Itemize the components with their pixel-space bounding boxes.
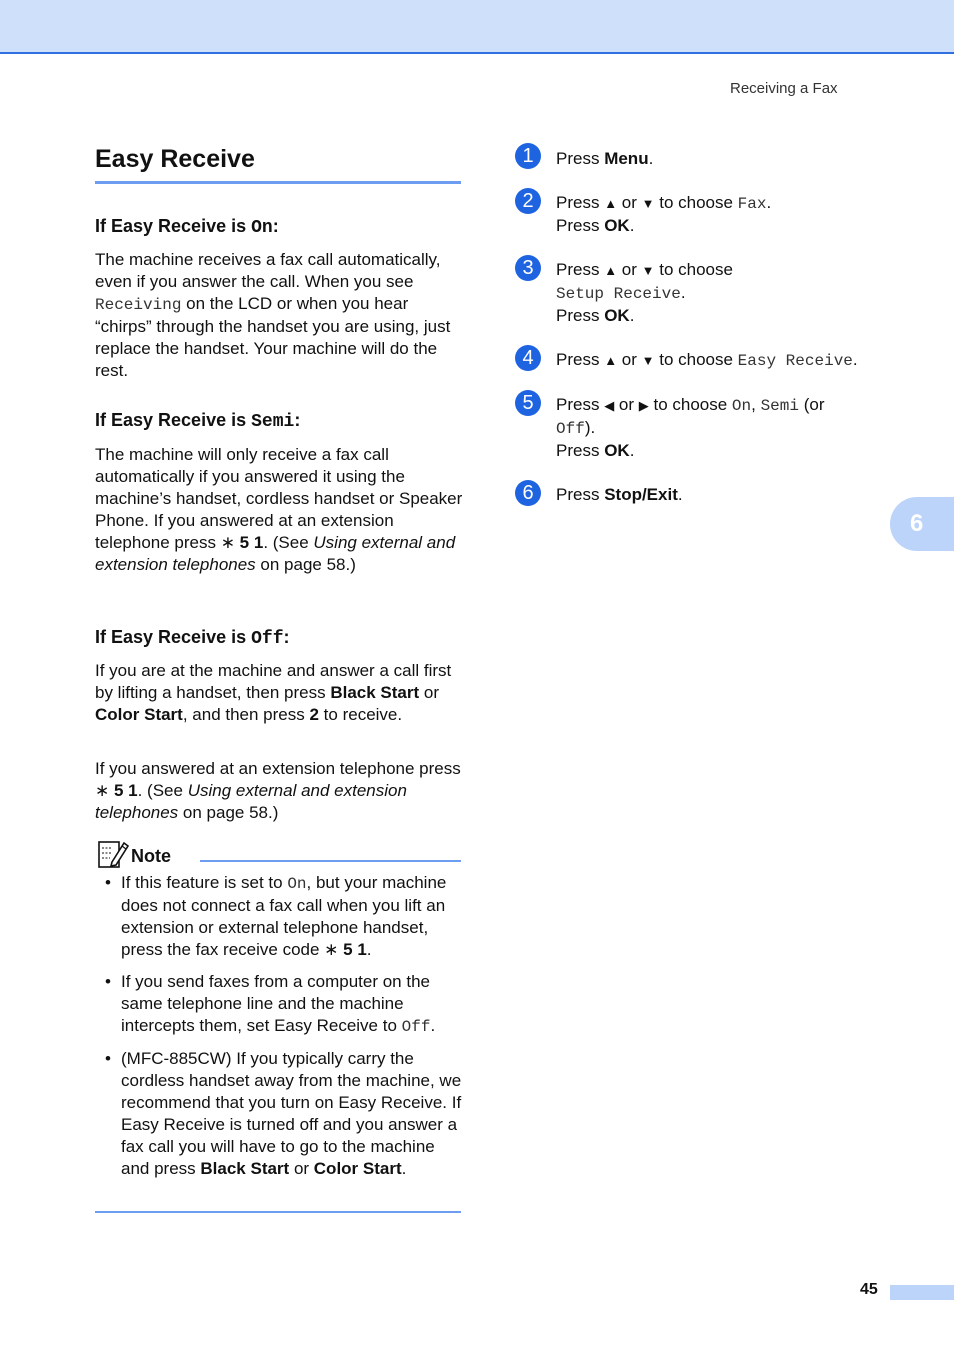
down-arrow-icon: ▼ xyxy=(641,196,655,211)
page-number: 45 xyxy=(860,1281,878,1298)
step-number-icon: 1 xyxy=(515,143,541,169)
step-4: 4 Press ▲ or ▼ to choose Easy Receive. xyxy=(515,345,915,372)
note-item: • If this feature is set to On, but your machine does not connect a fax call when you lift an extension or external telephone handset, press the fax receive code ∗ 5 1. xyxy=(105,873,447,959)
header-band xyxy=(0,0,954,54)
note-item: • (MFC-885CW) If you typically carry the cordless handset away from the machine, we recommend that you turn on Easy Receive. If Easy Receive is turned off and you answer a fax call you will have to go to the machine and press Black Start or Color Start. xyxy=(105,1049,462,1178)
paragraph-on: The machine receives a fax call automatically, even if you answer the call. When you see Receiving on the LCD or when you hear “chirps” through the handset you are using, just replace the handset. Your machine will do the rest. xyxy=(95,250,451,380)
paragraph-off-1: If you are at the machine and answer a call first by lifting a handset, then press Black Start or Color Start, and then press 2 to receive. xyxy=(95,661,452,724)
up-arrow-icon: ▲ xyxy=(604,263,618,278)
page-number-bar xyxy=(890,1285,954,1300)
step-3: 3 Press ▲ or ▼ to choose Setup Receive. Press OK. xyxy=(515,255,915,327)
note-item: • If you send faxes from a computer on the same telephone line and the machine intercepts them, set Easy Receive to Off. xyxy=(105,972,436,1036)
step-1: 1 Press Menu. xyxy=(515,143,915,170)
heading-easy-receive-semi: If Easy Receive is Semi: xyxy=(95,410,301,432)
heading-easy-receive-off: If Easy Receive is Off: xyxy=(95,627,290,649)
step-number-icon: 2 xyxy=(515,188,541,214)
step-5: 5 Press ◀ or ▶ to choose On, Semi (or Off). Press OK. xyxy=(515,390,915,462)
chapter-tab: 6 xyxy=(890,497,954,551)
note-bottom-rule xyxy=(95,1211,461,1213)
down-arrow-icon: ▼ xyxy=(641,263,655,278)
running-header: Receiving a Fax xyxy=(730,80,838,97)
step-6: 6 Press Stop/Exit. xyxy=(515,480,915,506)
heading-easy-receive-on: If Easy Receive is On: xyxy=(95,216,279,238)
right-arrow-icon: ▶ xyxy=(638,398,649,413)
title-rule xyxy=(95,181,461,184)
up-arrow-icon: ▲ xyxy=(604,353,618,368)
note-label: Note xyxy=(131,846,171,866)
note-rule xyxy=(200,860,461,862)
step-number-icon: 5 xyxy=(515,390,541,416)
note-pencil-icon xyxy=(97,838,129,870)
up-arrow-icon: ▲ xyxy=(604,196,618,211)
section-title: Easy Receive xyxy=(95,145,255,173)
paragraph-off-2: If you answered at an extension telephone press ∗ 5 1. (See Using external and extension telephones on page 58.) xyxy=(95,759,461,822)
down-arrow-icon: ▼ xyxy=(641,353,655,368)
note-list xyxy=(105,872,467,1190)
paragraph-semi: The machine will only receive a fax call automatically if you answered it using the machine’s handset, cordless handset or Speaker Phone. If you answered at an extension telephone press ∗ 5 1. (See Using external and extension telephones on page 58.) xyxy=(95,445,463,574)
step-2: 2 Press ▲ or ▼ to choose Fax. Press OK. xyxy=(515,188,915,237)
step-number-icon: 4 xyxy=(515,345,541,371)
step-list xyxy=(515,143,915,506)
step-number-icon: 6 xyxy=(515,480,541,506)
left-arrow-icon: ◀ xyxy=(604,398,615,413)
step-number-icon: 3 xyxy=(515,255,541,281)
